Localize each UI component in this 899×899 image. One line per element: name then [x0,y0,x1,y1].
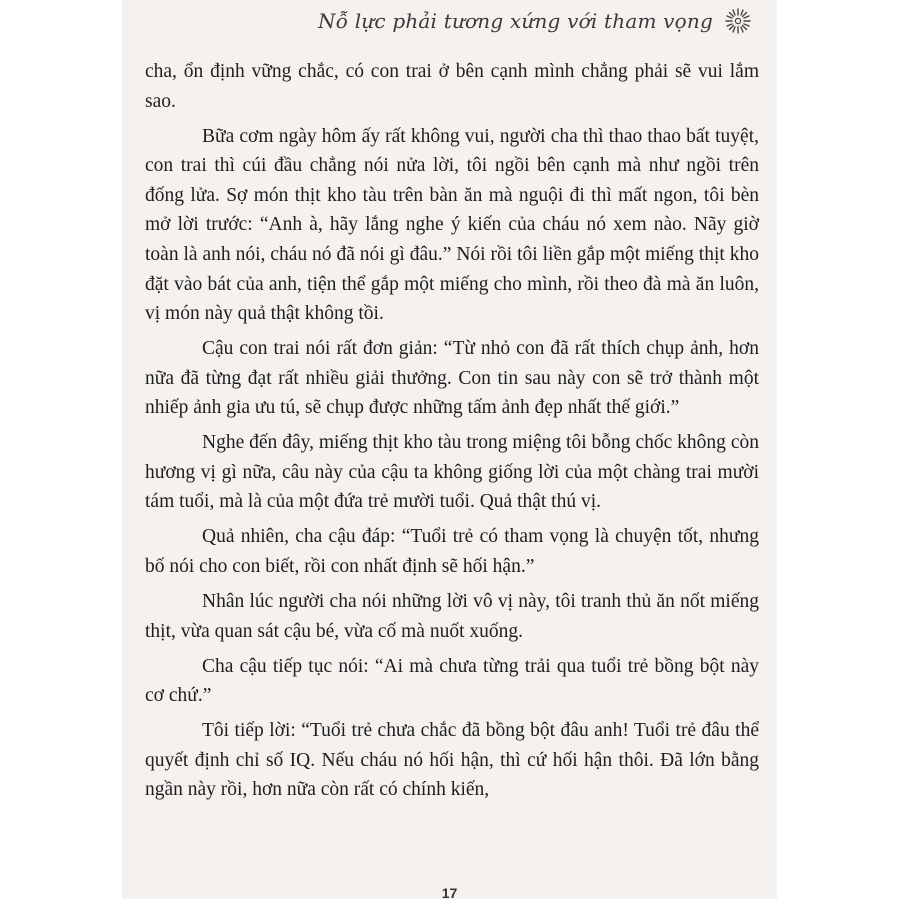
book-page [122,0,777,899]
page-number: 17 [441,885,458,899]
paragraph: cha, ổn định vững chắc, có con trai ở bên cạnh mình chẳng phải sẽ vui lắm sao. [145,61,759,112]
running-header [318,6,753,36]
paragraph: Tôi tiếp lời: “Tuổi trẻ chưa chắc đã bồng bột đâu anh! Tuổi trẻ đâu thể quyết định chỉ số IQ. Nếu cháu nó hối hận, thì cứ hối hận thôi. Đã lớn bằng ngần này rồi, hơn nữa còn rất có chính kiến, [145,720,759,801]
starburst-ornament-icon [723,6,753,36]
paragraph: Quả nhiên, cha cậu đáp: “Tuổi trẻ có tham vọng là chuyện tốt, nhưng bố nói cho con biết, rồi con nhất định sẽ hối hận.” [145,526,759,578]
chapter-title: Nỗ lực phải tương xứng với tham vọng [318,9,713,33]
paragraph: Cậu con trai nói rất đơn giản: “Từ nhỏ con đã rất thích chụp ảnh, hơn nữa đã từng đạt rất nhiều giải thưởng. Con tin sau này con sẽ trở thành một nhiếp ảnh gia ưu tú, sẽ chụp được những tấm ảnh đẹp nhất thế giới.” [145,338,759,419]
paragraph: Cha cậu tiếp tục nói: “Ai mà chưa từng trải qua tuổi trẻ bồng bột này cơ chứ.” [145,655,759,707]
paragraph: Nhân lúc người cha nói những lời vô vị này, tôi tranh thủ ăn nốt miếng thịt, vừa quan sát cậu bé, vừa cố mà nuốt xuống. [145,591,759,642]
paragraph: Nghe đến đây, miếng thịt kho tàu trong miệng tôi bỗng chốc không còn hương vị gì nữa, câu này của cậu ta không giống lời của một chàng trai mười tám tuổi, mà là của một đứa trẻ mười tuổi. Quả thật thú vị. [145,432,759,513]
paragraph: Bữa cơm ngày hôm ấy rất không vui, người cha thì thao thao bất tuyệt, con trai thì cúi đầu chẳng nói nửa lời, tôi ngồi bên cạnh mà như ngồi trên đống lửa. Sợ món thịt kho tàu trên bàn ăn mà nguội đi thì mất ngon, tôi bèn mở lời trước: “Anh à, hãy lắng nghe ý kiến của cháu nó xem nào. Nãy giờ toàn là anh nói, cháu nó đã nói gì đâu.” Nói rồi tôi liền gắp một miếng thịt kho đặt vào bát của anh, tiện thể gắp một miếng cho mình, rồi theo đà mà ăn luôn, vị món này quả thật không tồi. [145,125,759,325]
page-body [145,57,759,810]
